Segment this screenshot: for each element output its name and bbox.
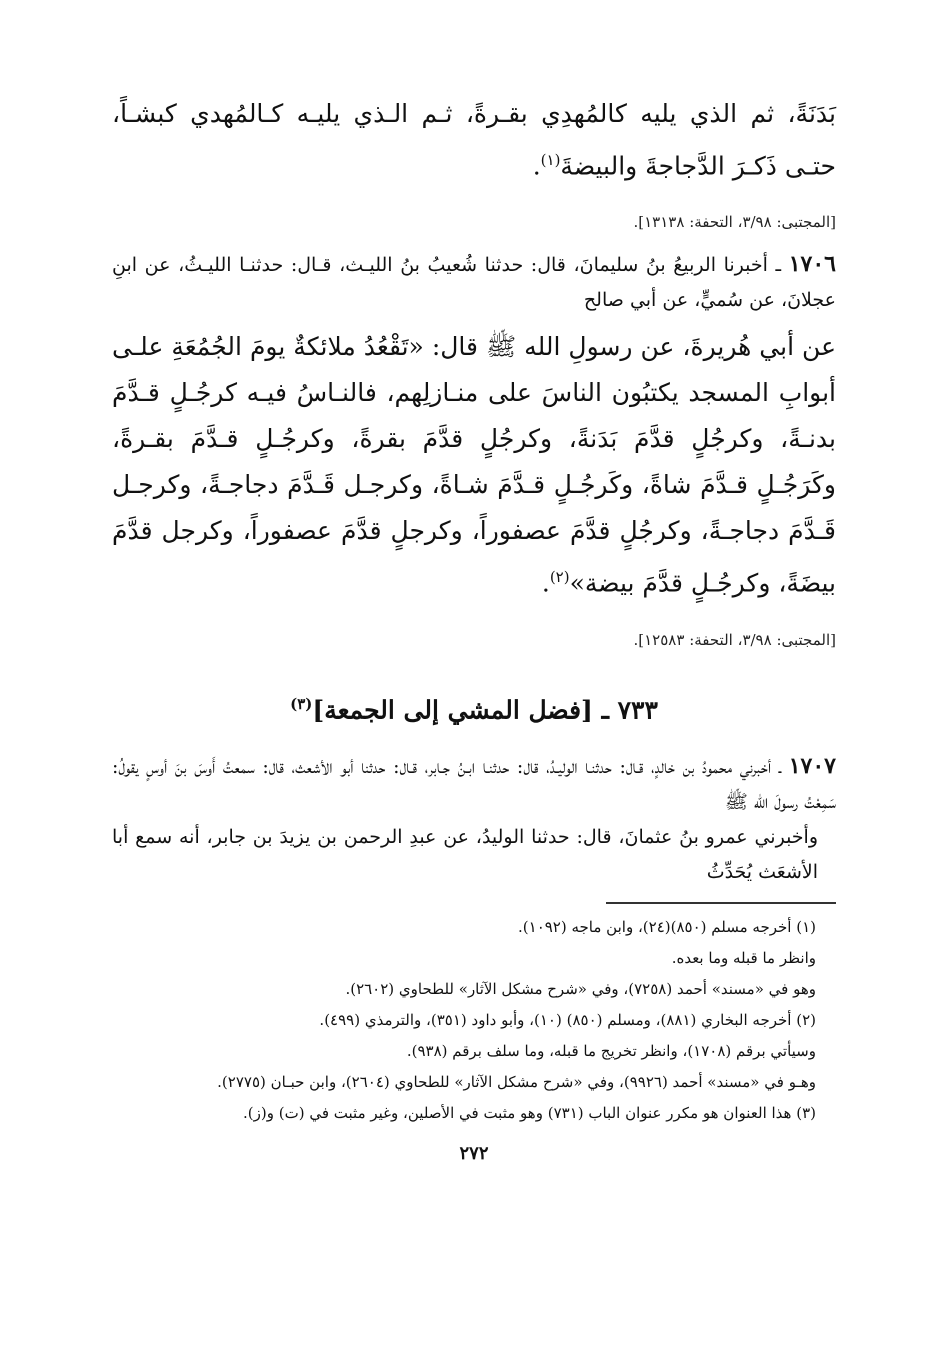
footnote-marker: (٣)	[290, 694, 313, 713]
opening-paragraph: بَدَنَةً، ثم الذي يليه كالمُهدِي بقـرةً، ثـم الـذي يليـه كـالمُهدي كبشـاً، حتـى ذَكـرَ الدَّجاجةَ والبيضةَ$^{(١)}$.	[112, 99, 836, 181]
chapter-title: ـ [فضل المشي إلى الجمعة]	[312, 694, 618, 724]
book-page	[112, 90, 836, 1363]
hadith-1707-chain	[112, 749, 836, 820]
footnote-line: (١) أخرجه مسلم (٨٥٠)(٢٤)، وابن ماجه (١٠٩٢).	[518, 917, 816, 936]
footnote-line: (٢) أخرجه البخاري (٨٨١)، ومسلم (٨٥٠) (١٠)، وأبو داود (٣٥١)، والترمذي (٤٩٩).	[319, 1010, 816, 1029]
hadith-chain-text: ـ أخبرني محمودُ بن خالدٍ، قـال: حدثنـا الوليـدُ، قال: حدثنـا ابـنُ جـابر، قـال: حدثنا أبو الأشعث، قال: سمعتُ أَوسَ بنَ أوسٍ يقولُ: سَمِعْتُ رسولَ الله ﷺ	[112, 755, 836, 813]
footnote-marker: (٢)	[549, 568, 570, 587]
footnote-line: وهـو في «مسند» أحمد (٩٩٢٦)، وفي «شرح مشكل الآثار» للطحاوي (٢٦٠٤)، وابن حبـان (٢٧٧٥).	[217, 1072, 816, 1091]
hadith-chain-text: ـ أخبرنا الربيعُ بنُ سليمانَ، قال: حدثنا شُعيبُ بنُ الليـث، قـال: حدثنـا الليـثُ، عن ابنِ عجلانَ، عن سُميٍّ، عن أبي صالح	[112, 254, 836, 312]
reference-line: [المجتبى: ٣/٩٨، التحفة: ١٣١٣٨].	[633, 213, 836, 232]
hadith-1706-chain	[112, 247, 836, 318]
reference-line: [المجتبى: ٣/٩٨، التحفة: ١٢٥٨٣].	[633, 630, 836, 649]
footnote-divider	[606, 902, 836, 904]
chapter-number: ٧٣٣	[617, 694, 658, 724]
page-number: ٢٧٢	[459, 1142, 489, 1164]
opening-text: بَدَنَةً، ثم الذي يليه كالمُهدِي بقـرةً، ثـم الـذي يليـه كـالمُهدي كبشـاً، حتـى ذَكـرَ الدَّجاجةَ والبيضةَ	[112, 99, 836, 181]
hadith-number: ١٧٠٧	[788, 752, 836, 779]
footnote-line: وانظر ما قبله وما بعده.	[671, 948, 816, 967]
chapter-heading	[112, 679, 836, 735]
hadith-text: عن أبي هُريرةَ، عن رسولِ الله ﷺ قال: «تَقْعُدُ ملائكةٌ يومَ الجُمُعَةِ علـى أبوابِ المسجد يكتبُون الناسَ على منـازلِهم، فالنـاسُ فيـه كرجُـلٍ قـدَّمَ بدنـةً، وكرجُلٍ قدَّمَ بَدَنةً، وكرجُلٍ قدَّمَ بقرةً، وكرجُـلٍ قـدَّمَ بقـرةً، وكَرَجُـلٍ قـدَّمَ شاةً، وكَرجُـلٍ قـدَّمَ شـاةً، وكرجـل قَـدَّمَ دجاجـةً، وكرجـل قَـدَّمَ دجاجـةً، وكرجُلٍ قدَّمَ عصفوراً، وكرجلٍ قدَّمَ عصفوراً، وكرجل قدَّمَ بيضَةً، وكرجُـلٍ قدَّمَ بيضة»	[112, 332, 836, 598]
footnote-marker: (١)	[540, 151, 561, 169]
footnotes	[112, 912, 836, 1129]
hadith-number: ١٧٠٦	[788, 251, 836, 278]
hadith-1706-text: عن أبي هُريرةَ، عن رسولِ الله ﷺ قال: «تَقْعُدُ ملائكةٌ يومَ الجُمُعَةِ علـى أبوابِ المسجد يكتبُون الناسَ على منـازلِهم، فالنـاسُ فيـه كرجُـلٍ قـدَّمَ بدنـةً، وكرجُلٍ قدَّمَ بَدَنةً، وكرجُلٍ قدَّمَ بقرةً، وكرجُـلٍ قـدَّمَ بقـرةً، وكَرَجُـلٍ قـدَّمَ شاةً، وكَرجُـلٍ قـدَّمَ شـاةً، وكرجـل قَـدَّمَ دجاجـةً، وكرجـل قَـدَّمَ دجاجـةً، وكرجُلٍ قدَّمَ عصفوراً، وكرجلٍ قدَّمَ عصفوراً، وكرجل قدَّمَ بيضَةً، وكرجُـلٍ قدَّمَ بيضة»$^{(٢)}$.	[112, 332, 836, 598]
footnote-line: وسيأتي برقم (١٧٠٨)، وانظر تخريج ما قبله، وما سلف برقم (٩٣٨).	[406, 1041, 816, 1060]
footnote-line: وهو في «مسند» أحمد (٧٢٥٨)، وفي «شرح مشكل الآثار» للطحاوي (٢٦٠٢).	[345, 979, 816, 998]
hadith-1707-chain-2: وأخبرني عمرو بنُ عثمانَ، قال: حدثنا الوليدُ، عن عبدِ الرحمن بن يزيدَ بن جابر، أنه سمع أبا الأشعَث يُحَدِّثُ	[112, 825, 818, 883]
footnote-line: (٣) هذا العنوان هو مكرر عنوان الباب (٧٣١) وهو مثبت في الأصلين، وغير مثبت في (ت) و(ز).	[243, 1103, 816, 1122]
